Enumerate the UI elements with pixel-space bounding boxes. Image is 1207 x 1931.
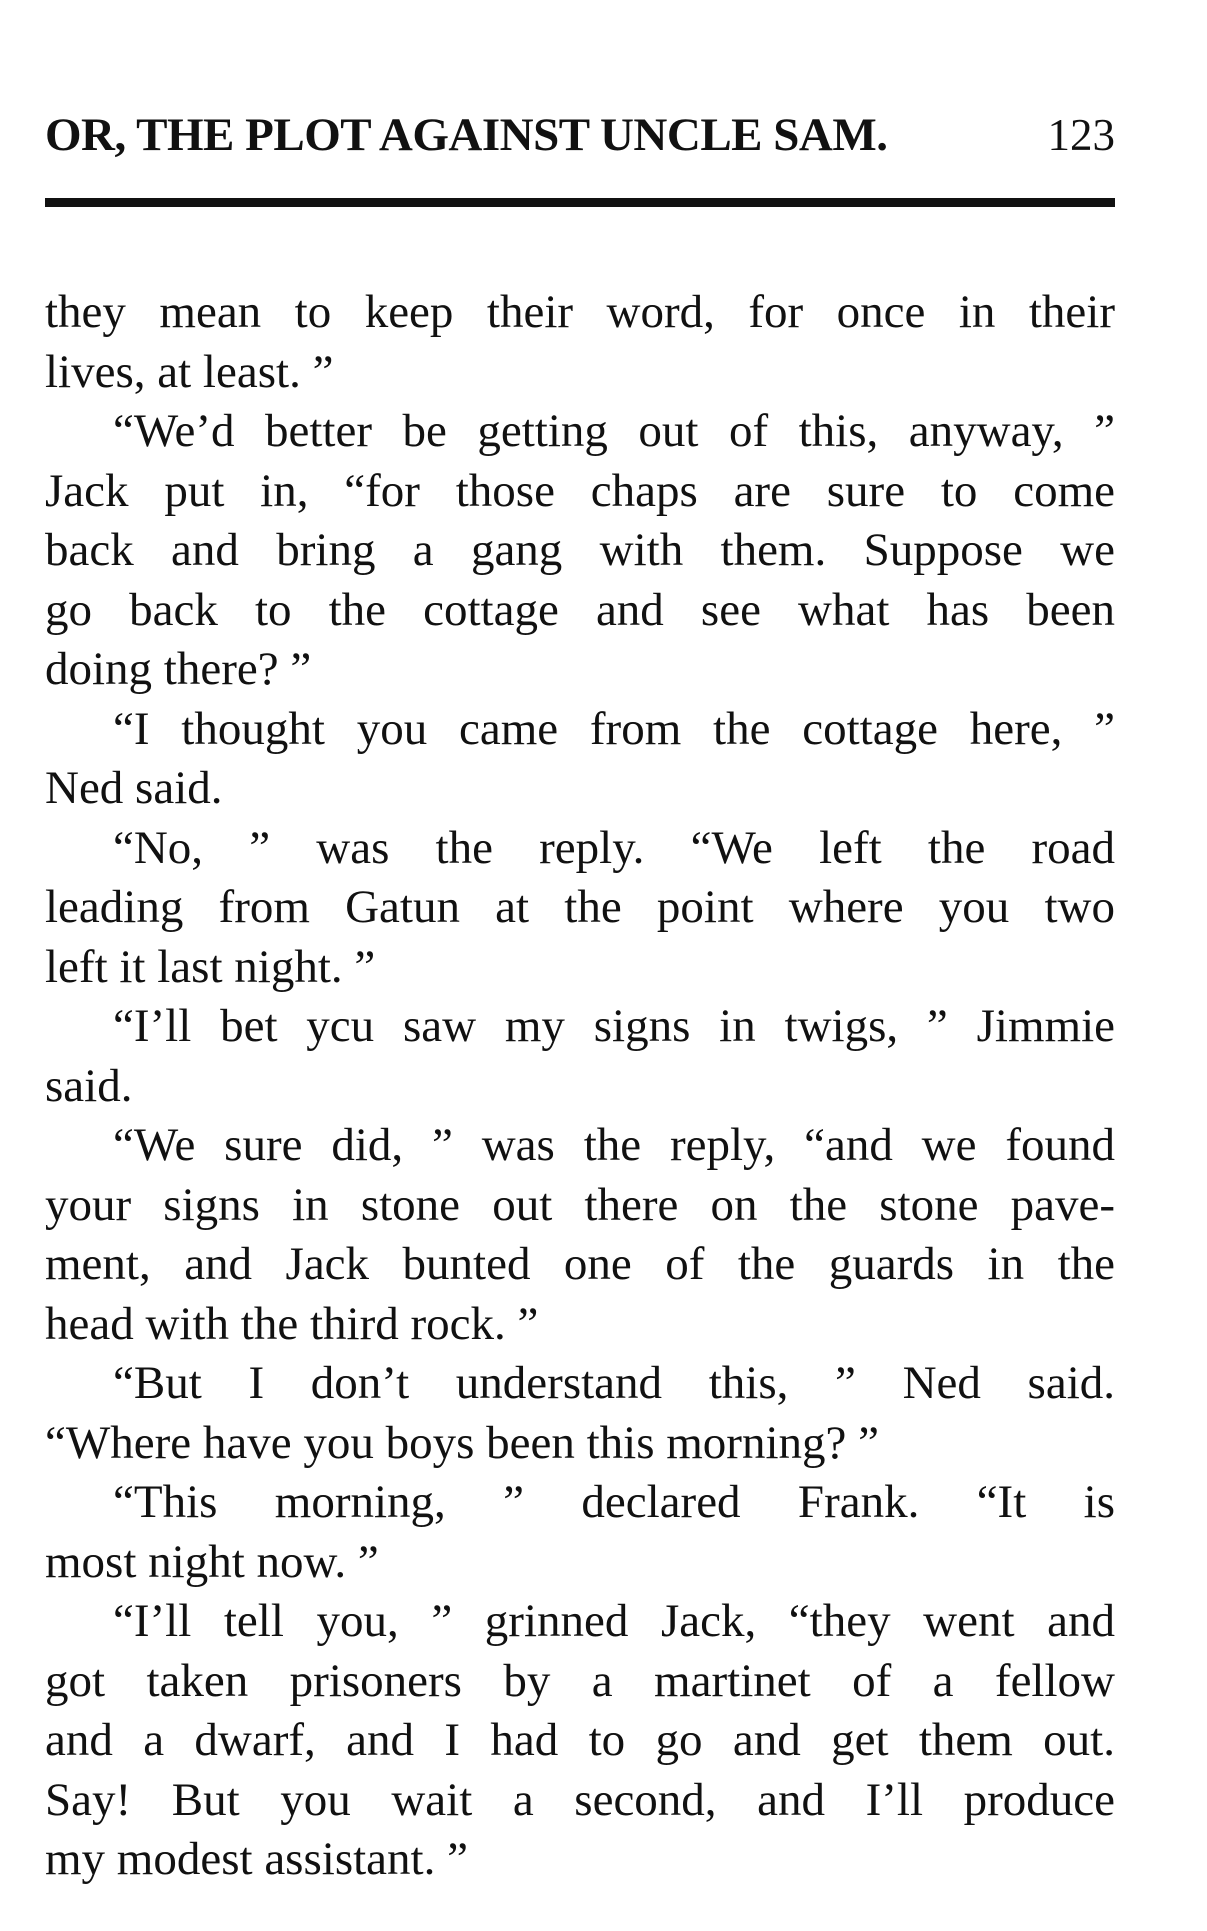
text-line: and a dwarf, and I had to go and get them out. — [45, 1714, 1115, 1766]
text-line: Say! But you wait a second, and I’ll produce — [45, 1773, 1115, 1826]
text-line: go back to the cottage and see what has been — [45, 583, 1115, 636]
body-text — [45, 283, 1115, 1890]
text-line: lives, at least. ” — [45, 345, 334, 398]
text-line: “We’d better be getting out of this, anyway, ” — [113, 405, 1115, 457]
header-rule — [45, 198, 1115, 207]
text-line: got taken prisoners by a martinet of a fellow — [45, 1654, 1115, 1707]
text-line: “We sure did, ” was the reply, “and we found — [113, 1119, 1115, 1171]
running-head — [45, 108, 1115, 168]
text-line: said. — [45, 1059, 133, 1112]
text-line: “I’ll tell you, ” grinned Jack, “they went and — [113, 1595, 1115, 1647]
text-line: head with the third rock. ” — [45, 1297, 539, 1350]
text-line: Jack put in, “for those chaps are sure to come — [45, 464, 1115, 517]
text-line: your signs in stone out there on the stone pave- — [45, 1178, 1115, 1231]
running-title: OR, THE PLOT AGAINST UNCLE SAM. — [45, 109, 888, 161]
text-line: “I thought you came from the cottage here, ” — [113, 702, 1115, 755]
text-line: doing there? ” — [45, 643, 312, 695]
text-line: back and bring a gang with them. Suppose we — [45, 524, 1115, 576]
text-line: Ned said. — [45, 762, 223, 814]
text-line: leading from Gatun at the point where you two — [45, 881, 1115, 933]
text-line: “This morning, ” declared Frank. “It is — [113, 1476, 1115, 1528]
text-line: “But I don’t understand this, ” Ned said. — [113, 1357, 1115, 1409]
text-line: left it last night. ” — [45, 940, 376, 993]
text-line: “I’ll bet ycu saw my signs in twigs, ” Jimmie — [113, 1000, 1115, 1052]
text-line: they mean to keep their word, for once in their — [45, 286, 1115, 338]
text-line: ment, and Jack bunted one of the guards in the — [45, 1238, 1115, 1290]
text-line: most night now. ” — [45, 1535, 379, 1588]
text-line: “Where have you boys been this morning? ” — [45, 1416, 879, 1469]
page-number: 123 — [1047, 110, 1115, 160]
text-line: my modest assistant. ” — [45, 1833, 468, 1885]
text-line: “No, ” was the reply. “We left the road — [113, 821, 1115, 874]
